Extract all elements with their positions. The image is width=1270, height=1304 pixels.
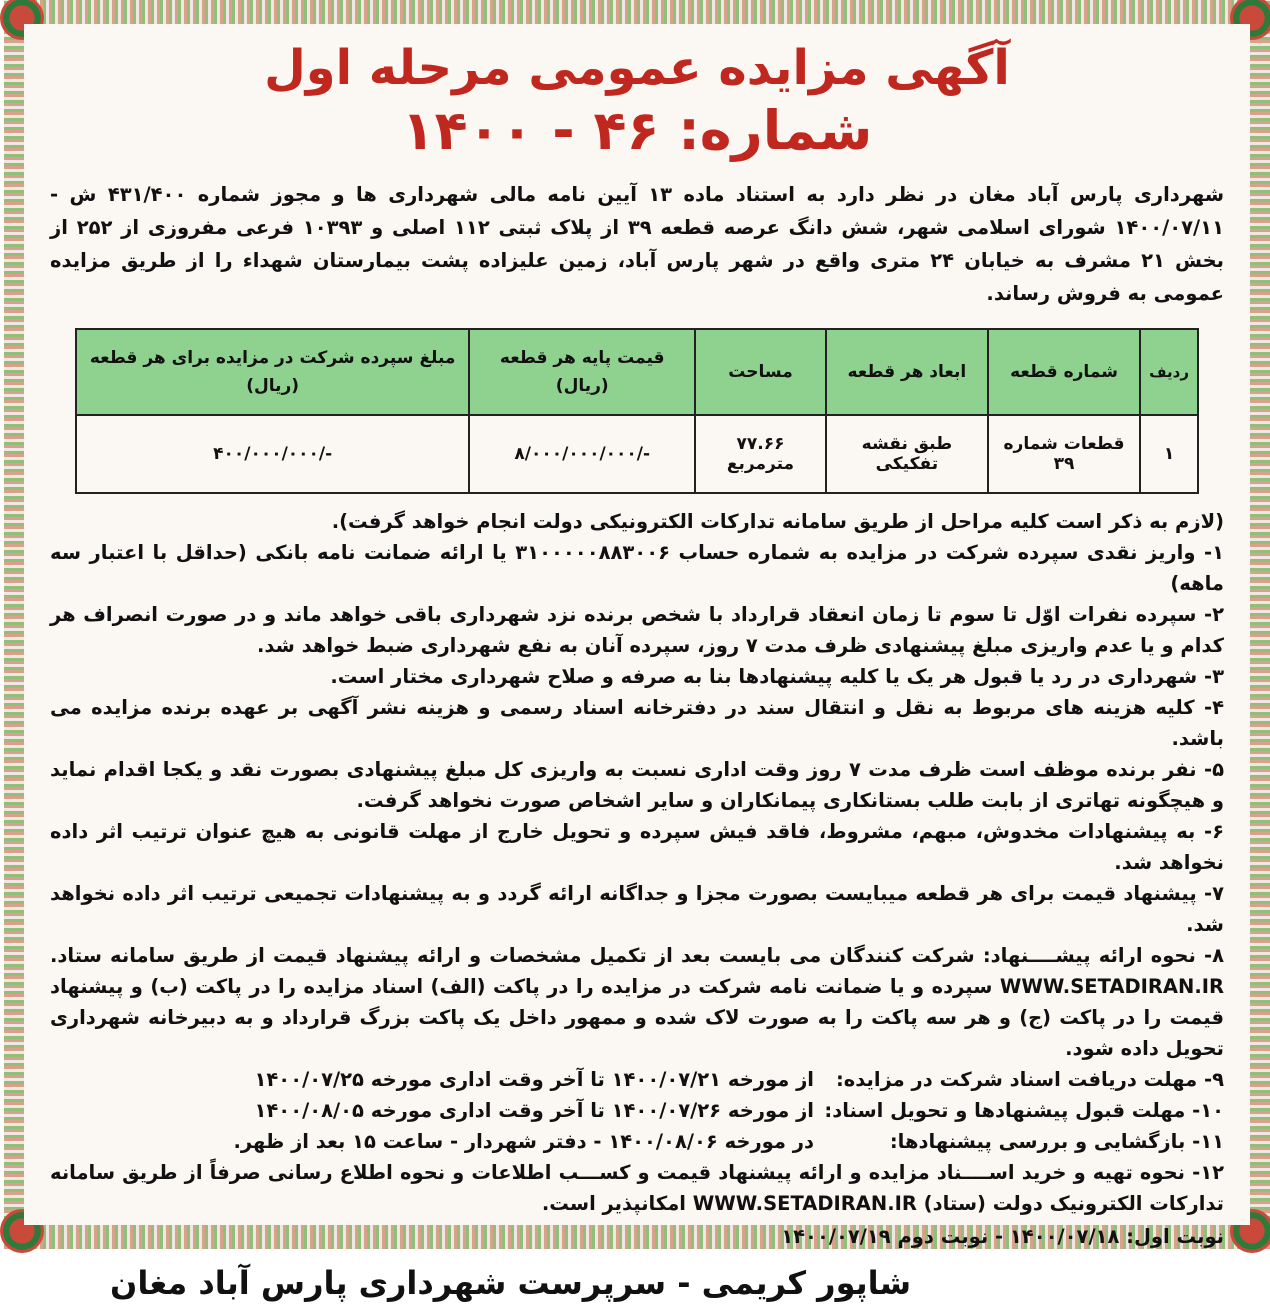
term-9-label: ۹- مهلت دریافت اسناد شرکت در مزایده: [835, 1068, 1224, 1091]
cell-deposit: -/۴۰۰/۰۰۰/۰۰۰ [76, 415, 469, 493]
intro-paragraph: شهرداری پارس آباد مغان در نظر دارد به استناد ماده ۱۳ آیین نامه مالی شهرداری ها و مجوز شماره ۴۳۱/۴۰۰ ش - ۱۴۰۰/۰۷/۱۱ شورای اسلامی شهر، شش دانگ عرصه قطعه ۳۹ از پلاک ثبتی ۱۱۲ اصلی و ۱۰۳۹۳ فرعی مفروزی از ۲۵۲ از بخش ۲۱ مشرف به خیابان ۲۴ متری واقع در شهر پارس آباد، زمین علیزاده پشت بیمارستان شهداء را از طریق مزایده عمومی به فروش رساند. [50, 183, 1224, 305]
term-10-label: ۱۰- مهلت قبول پیشنهادها و تحویل اسناد: [824, 1099, 1224, 1122]
term-6: ۶- به پیشنهادات مخدوش، مبهم، مشروط، فاقد فیش سپرده و تحویل خارج از مهلت قانونی به هیچ عنوان ترتیب اثر داده نخواهد شد. [50, 820, 1224, 874]
header-dims: ابعاد هر قطعه [826, 329, 988, 415]
table-header-row [76, 329, 1198, 415]
notice-title: آگهی مزایده عمومی مرحله اول [264, 40, 1010, 96]
cell-base-price: -/۸/۰۰۰/۰۰۰/۰۰۰ [469, 415, 695, 493]
terms-note: (لازم به ذکر است کلیه مراحل از طریق سامانه تدارکات الکترونیکی دولت انجام خواهد گرفت). [331, 510, 1224, 533]
cell-lot: قطعات شماره ۳۹ [988, 415, 1140, 493]
cell-idx: ۱ [1140, 415, 1198, 493]
term-12: ۱۲- نحوه تهیه و خرید اســــناد مزایده و ارائه پیشنهاد قیمت و کســـب اطلاعات و نحوه اطلاع رسانی صرفاً از طریق سامانه تدارکات الکترونیک دولت (ستاد) WWW.SETADIRAN.IR امکانپذیر است. [50, 1161, 1224, 1215]
cell-area: ۷۷.۶۶ مترمربع [695, 415, 826, 493]
terms-list [50, 506, 1224, 1219]
term-10-value: از مورخه ۱۴۰۰/۰۷/۲۶ تا آخر وقت اداری مورخه ۱۴۰۰/۰۸/۰۵ [254, 1099, 814, 1122]
publication-dates: نوبت اول: ۱۴۰۰/۰۷/۱۸ - نوبت دوم ۱۴۰۰/۰۷/۱۹ [781, 1225, 1224, 1248]
header-idx: ردیف [1140, 329, 1198, 415]
term-1: ۱- واریز نقدی سپرده شرکت در مزایده به شماره حساب ۳۱۰۰۰۰۰۸۸۳۰۰۶ یا ارائه ضمانت نامه بانکی (حداقل با اعتبار سه ماهه) [50, 541, 1224, 595]
term-10 [50, 1095, 1224, 1126]
table-row [76, 415, 1198, 493]
notice-number: شماره: ۴۶ - ۱۴۰۰ [401, 99, 873, 162]
term-8: ۸- نحوه ارائه پیشــــنهاد: شرکت کنندگان می بایست بعد از تکمیل مشخصات و ارائه پیشنهاد قیمت از طریق سامانه ستاد. WWW.SETADIRAN.IR سپرده و یا ضمانت نامه شرکت در مزایده را در پاکت (الف) اسناد مزایده را در پاکت (ب) و پیشنهاد قیمت را در پاکت (ج) و هر سه پاکت را به صورت لاک شده و ممهور داخل یک پاکت بزرگ قرارداد و به دبیرخانه شهرداری تحویل داده شود. [50, 944, 1224, 1060]
header-area: مساحت [695, 329, 826, 415]
term-11-label: ۱۱- بازگشایی و بررسی پیشنهادها: [889, 1130, 1224, 1153]
header-deposit: مبلغ سپرده شرکت در مزایده برای هر قطعه (ریال) [76, 329, 469, 415]
term-4: ۴- کلیه هزینه های مربوط به نقل و انتقال سند در دفترخانه اسناد رسمی و هزینه نشر آگهی بر عهده برنده مزایده می باشد. [50, 696, 1224, 750]
term-2: ۲- سپرده نفرات اوّل تا سوم تا زمان انعقاد قرارداد با شخص برنده نزد شهرداری باقی خواهد ماند و در صورت انصراف هر کدام و یا عدم واریزی مبلغ پیشنهادی ظرف مدت ۷ روز، سپرده آنان به نفع شهرداری ضبط خواهد شد. [50, 603, 1224, 657]
notice-paper [24, 24, 1250, 1302]
term-7: ۷- پیشنهاد قیمت برای هر قطعه میبایست بصورت مجزا و جداگانه ارائه گردد و به پیشنهادات تجمیعی ترتیب اثر داده نخواهد شد. [50, 882, 1224, 936]
header-base-price: قیمت پایه هر قطعه (ریال) [469, 329, 695, 415]
header-lot: شماره قطعه [988, 329, 1140, 415]
term-11-value: در مورخه ۱۴۰۰/۰۸/۰۶ - دفتر شهردار - ساعت ۱۵ بعد از ظهر. [233, 1130, 814, 1153]
term-9-value: از مورخه ۱۴۰۰/۰۷/۲۱ تا آخر وقت اداری مورخه ۱۴۰۰/۰۷/۲۵ [254, 1068, 814, 1091]
term-11 [50, 1126, 1224, 1157]
term-9 [50, 1064, 1224, 1095]
signature: شاپور کریمی - سرپرست شهرداری پارس آباد مغان [110, 1264, 912, 1302]
term-3: ۳- شهرداری در رد یا قبول هر یک یا کلیه پیشنهادها بنا به صرفه و صلاح شهرداری مختار است. [330, 665, 1224, 688]
term-5: ۵- نفر برنده موظف است ظرف مدت ۷ روز وقت اداری نسبت به واریزی کل مبلغ پیشنهادی بصورت نقد و یکجا اقدام نماید و هیچگونه تهاتری از بابت طلب بستانکاری پیمانکاران و سایر اشخاص صورت نخواهد گرفت. [50, 758, 1224, 812]
lots-table [75, 328, 1199, 494]
cell-dims: طبق نقشه تفکیکی [826, 415, 988, 493]
